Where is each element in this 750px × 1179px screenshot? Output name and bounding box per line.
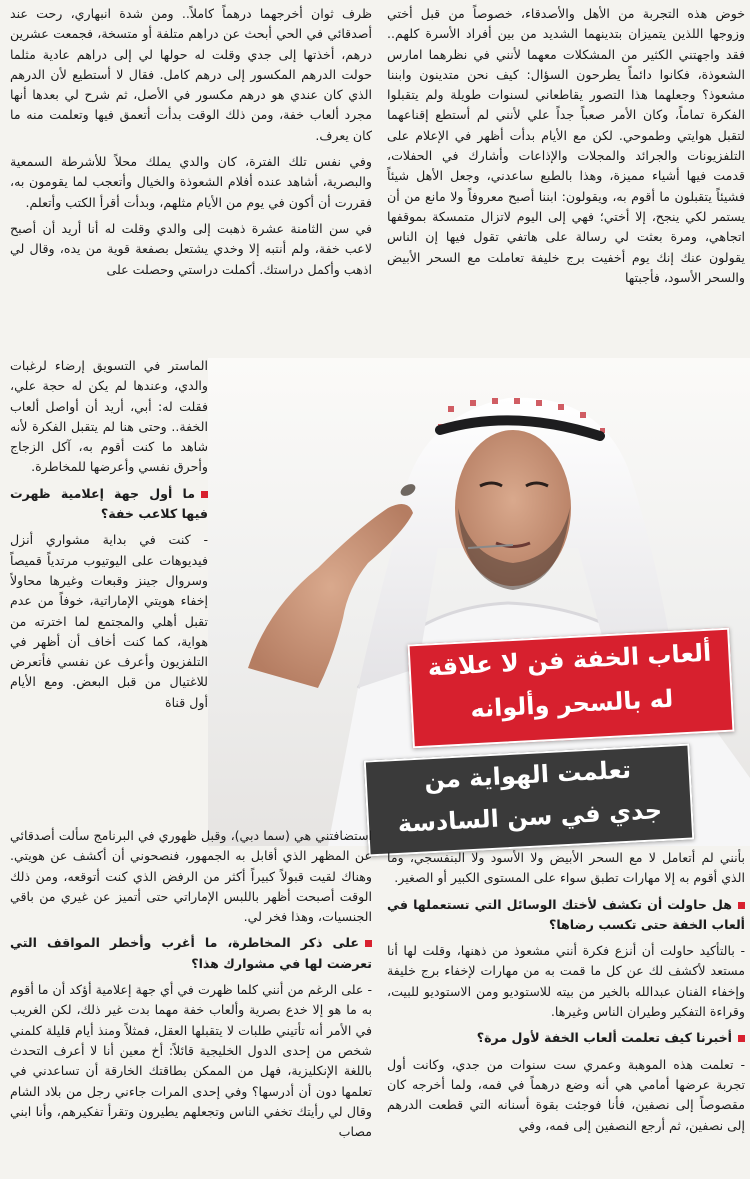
paragraph: استضافتني هي (سما دبي)، وقبل ظهوري في البرنامج سألت أصدقائي عن المظهر الذي أقابل به الجمهور، فنصحوني أن أكشف عن هويتي. وهناك لقيت قبولاً كبيراً أكثر من الرفض الذي كنت أتوقعه، ومن ذلك الوقت أصبحت أظهر باللبس الإماراتي حتى أتميز عن غيري من باقي الجنسيات، وهذا فخر لي.: [10, 828, 372, 925]
headline-line-2: جدي في سن السادسة: [397, 796, 663, 838]
headline-line-1: ألعاب الخفة فن لا علاقة: [427, 638, 712, 682]
question-marker-icon: [201, 491, 208, 498]
left-column-top: [10, 4, 372, 356]
headline-line-1: تعلمت الهواية من: [423, 755, 632, 795]
answer: - تعلمت هذه الموهبة وعمري ست سنوات من جدي، وكانت أول تجربة عرضها أمامي هي أنه وضع درهماً في فمه، ولما أخرجه كان مقصوصاً إلى نصفين، فأنا فوجئت بقوة أسنانه التي قطعت الدرهم إلى نصفين، ثم أرجع النصفين إلى فمه، وفي: [387, 1056, 745, 1133]
question: ما أول جهة إعلامية ظهرت فيها كلاعب خفة؟: [10, 485, 208, 522]
answer: - كنت في بداية مشواري أنزل فيديوهات على اليوتيوب مرتدياً قميصاً وسروال جينز وقبعات وغيرها محاولاً إخفاء هويتي الإماراتية، خوفاً من عدم تقبل أهلي والمجتمع لما اخترته من هواية، كما كنت أخاف أن أظهر في التلفزيون وأعرف عن نفسي فأتعرض للاغتيال من قبل البعض. ومع الأيام أول قناة: [10, 532, 208, 710]
paragraph: بأنني لم أتعامل لا مع السحر الأبيض ولا الأسود ولا البنفسجي، وما الذي أقوم به إلا مهارات تطبق سواء على المستوى الكبير أو الصغير.: [387, 850, 745, 886]
answer: - على الرغم من أنني كلما ظهرت في أي جهة إعلامية أؤكد أن ما أقوم به ما هو إلا خدع بصرية وألعاب خفة مهما بدت غير ذلك، لكن الغريب في الأمر أنه تأتيني طلبات لا يتقبلها العقل، فمثلاً ومنذ أيام قليلة كلمني شخص من إحدى الدول الخليجية قائلاً: أخ معين أنا لا أعرف التحدث باللغة الإنكليزية، فهل من الممكن بطاقتك الخارقة أن تساعدني في تعلمها دون أن أدرسها؟ وفي إحدى المرات جاءني رجل من بلاد الشام وقال لي رأيتك تخفي الناس وتجعلهم يطيرون وتقرأ تفكيرهم، وأنا ابني مصاب: [10, 982, 372, 1140]
paragraph: الماستر في التسويق إرضاء لرغبات والدي، وعندها لم يكن له حجة علي، فقلت له: أبي، أريد أن أواصل ألعاب الخفة.. وحتى هنا لم يتقبل الفكرة لأنه شاهد ما كنت أقوم به، آكل الزجاج وأحرق نفسي وأعرضها للمخاطرة.: [10, 358, 208, 475]
headline-primary: [407, 628, 734, 749]
headline-secondary: [364, 744, 695, 857]
right-column-bottom: [387, 848, 745, 1178]
paragraph: وفي نفس تلك الفترة، كان والدي يملك محلاً للأشرطة السمعية والبصرية، أشاهد عنده أفلام الشعوذة والخيال وأتعجب لما يقومون به، فقررت أن أكون في يوم من الأيام مثلهم، وبدأت أقرأ الكتب وأتعلم.: [10, 154, 372, 210]
paragraph: خوض هذه التجربة من الأهل والأصدقاء، خصوصاً من قبل أختي وزوجها اللذين يتميزان بتدينهما الشديد من بين أفراد الأسرة كلهم.. فقد واجهتني الكثير من المشكلات معهما لأنني في نظرهما امارس الشعوذة، فكانوا دائماً يطرحون السؤال: كيف نحن متدينون وابننا مشعوذ؟ وجعلهما هذا التصور يقاطعاني لسنوات طويلة ولم يتقبلوا الفكرة تماماً، وكان الأمر صعباً جداً علي لأنني لم أستطع إقناعهما لتقبل هوايتي وطموحي. لكن مع الأيام بدأت أظهر في الإعلام على التلفزيونات والجرائد والمجلات والإذاعات وأشارك في الحفلات، قدمت فيها أشياء مميزة، وهذا بالطبع ساعدني، وجعل الأهل شيئاً فشيئاً يتقبلون ما أقوم به، ويقولون: ابننا أصبح معروفاً ولا مانع من أن يستمر لكي ينجح، إلا أختي؛ فهي إلى اليوم لاتزال متمسكة بموقفها اتجاهي، ومرة بعثت لي رسالة على هاتفي تقول فيها إن الناس يقولون عنك إنك يوم أخفيت برج خليفة تعاملت مع السحر الأبيض والسحر الأسود، فأجبتها: [387, 6, 745, 285]
right-column-top: [387, 4, 745, 304]
paragraph: ظرف ثوان أخرجهما درهماً كاملاً.. ومن شدة انبهاري، رحت عند أصدقائي في الحي أبحث عن دراهم متلفة أو متسخة، فجمعت عشرين درهم، أخذتها إلى جدي وقلت له حولها لي إلى دراهم عادية مثلما حولت الدرهم المكسور إلى درهم كامل. فقال لا أستطيع لأن الدرهم الذي كان عندي هو درهم مكسور في الأصل، ثم شرح لي بعدها أنها مجرد ألعاب خفة، ومن ذلك الوقت بدأت أتعمق فيها وتعلمت منه ما كان يعرف.: [10, 6, 372, 143]
question-marker-icon: [738, 1035, 745, 1042]
answer: - بالتأكيد حاولت أن أنزع فكرة أنني مشعوذ من ذهنها، وقلت لها أنا مستعد لأكشف لك عن كل ما قمت به من مهارات لإخفاء برج خليفة وإخفاء الفنان عبدالله بالخير من بيته للاستوديو ومن الاستوديو للبيت، وقراءة التفكير وطيران الناس وغيرها.: [387, 943, 745, 1020]
question: على ذكر المخاطرة، ما أغرب وأخطر المواقف التي تعرضت لها في مشوارك هذا؟: [10, 935, 372, 971]
question-marker-icon: [738, 902, 745, 909]
question: هل حاولت أن تكشف لأختك الوسائل التي تستعملها في ألعاب الخفة حتى تكسب رضاها؟: [387, 896, 745, 932]
paragraph: في سن الثامنة عشرة ذهبت إلى والدي وقلت له أنا أريد أن أصبح لاعب خفة، ولم أنتبه إلا وخدي يشتعل بصفعة قوية من يده، وقال لي اذهب وأكمل دراستك. أكملت دراستي وحصلت على: [10, 220, 372, 277]
left-column-bottom: [10, 826, 372, 1178]
left-column-middle: [10, 356, 208, 826]
question: أخبرنا كيف تعلمت ألعاب الخفة لأول مرة؟: [387, 1028, 745, 1048]
headline-line-2: له بالسحر وألوانه: [469, 684, 674, 724]
question-marker-icon: [365, 940, 372, 947]
